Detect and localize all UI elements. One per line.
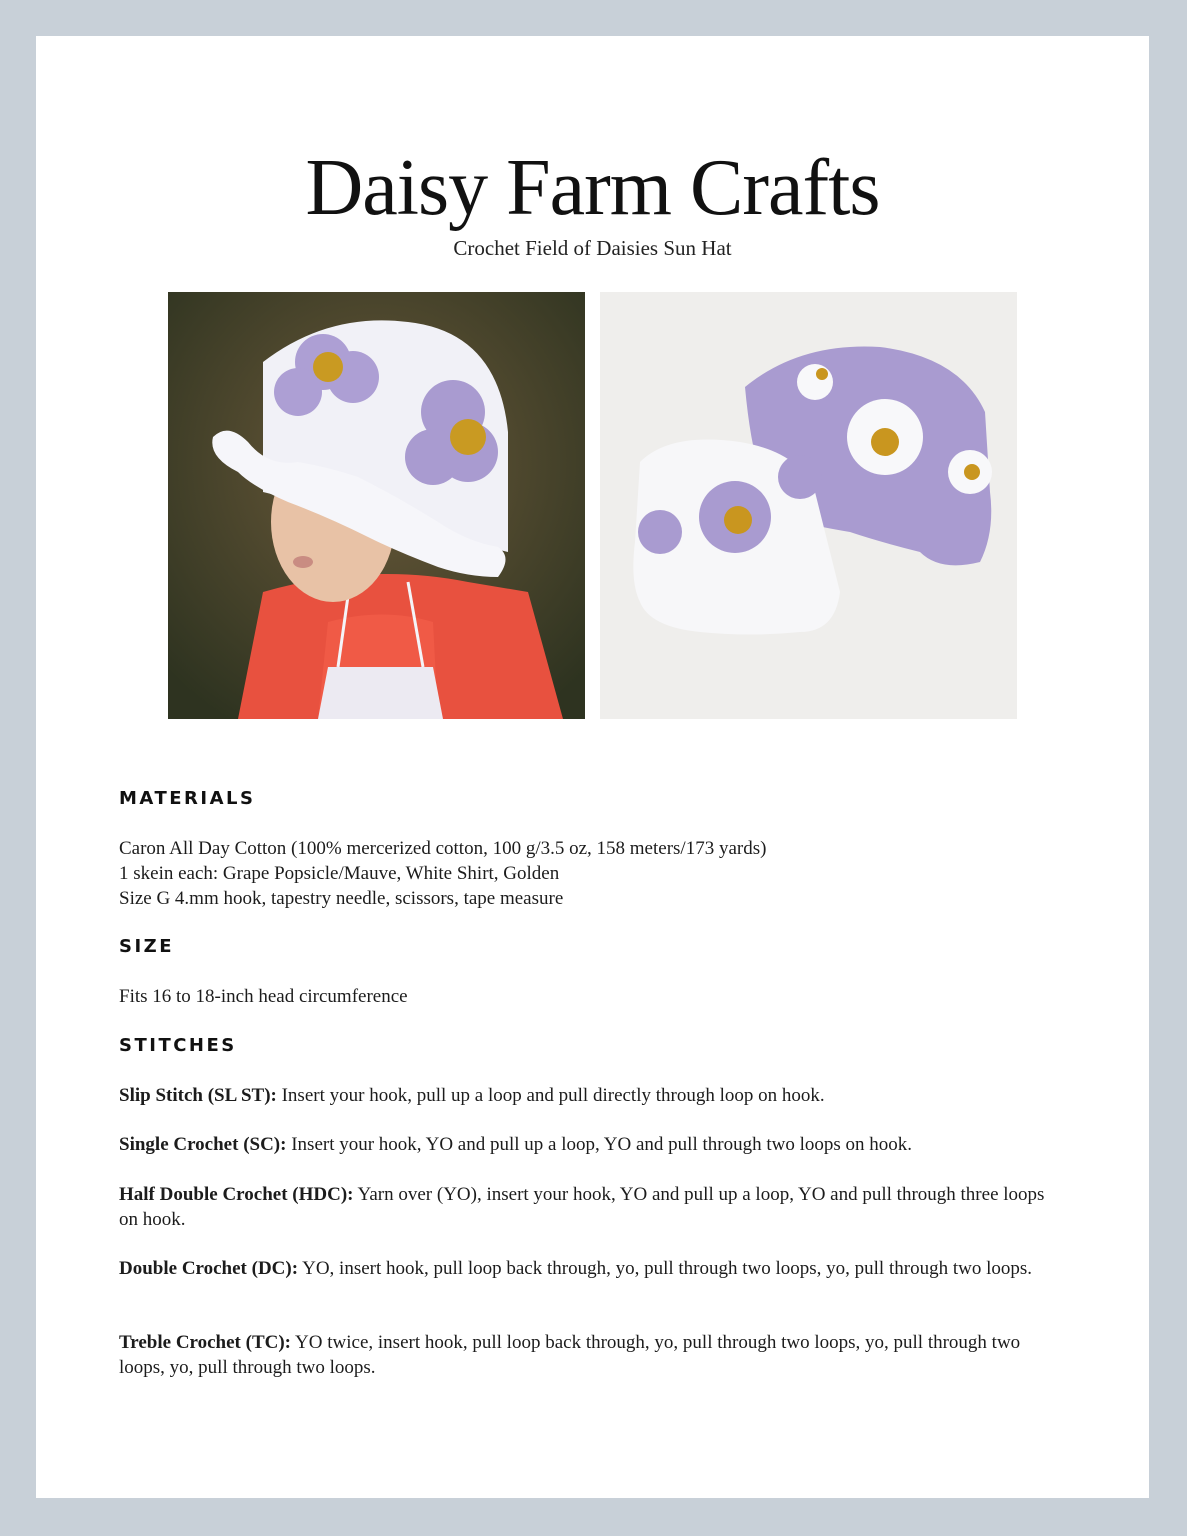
document-page bbox=[36, 36, 1149, 1498]
materials-list bbox=[119, 836, 1065, 911]
materials-line: 1 skein each: Grape Popsicle/Mauve, White Shirt, Golden bbox=[119, 863, 560, 884]
stitch-term: Half Double Crochet (HDC): bbox=[119, 1184, 354, 1205]
stitch-term: Treble Crochet (TC): bbox=[119, 1332, 292, 1353]
pattern-subtitle: Crochet Field of Daisies Sun Hat bbox=[453, 236, 732, 260]
stitch-item-single-crochet bbox=[119, 1132, 1065, 1157]
materials-line: Size G 4.mm hook, tapestry needle, scissors, tape measure bbox=[119, 888, 564, 909]
toddler-hat-illustration bbox=[168, 292, 585, 719]
stitch-desc: Yarn over (YO), insert your hook, YO and pull up a loop, YO and pull through three loops on hook. bbox=[119, 1184, 1045, 1230]
stitch-desc: YO twice, insert hook, pull loop back through, yo, pull through two loops, yo, pull through two loops, yo, pull through two loops. bbox=[119, 1332, 1021, 1378]
stitch-item-slip-stitch bbox=[119, 1083, 1065, 1108]
stitch-item-treble-crochet bbox=[119, 1330, 1065, 1380]
size-text: Fits 16 to 18-inch head circumference bbox=[119, 986, 408, 1007]
stitch-item-double-crochet bbox=[119, 1256, 1065, 1281]
two-hats-illustration bbox=[600, 292, 1017, 719]
stitch-term: Slip Stitch (SL ST): bbox=[119, 1085, 277, 1106]
stitch-desc: Insert your hook, pull up a loop and pull directly through loop on hook. bbox=[276, 1085, 825, 1106]
photo-toddler-hat bbox=[168, 292, 585, 719]
stitch-term: Double Crochet (DC): bbox=[119, 1258, 299, 1279]
photo-two-hats bbox=[600, 292, 1017, 719]
materials-line: Caron All Day Cotton (100% mercerized cotton, 100 g/3.5 oz, 158 meters/173 yards) bbox=[119, 838, 767, 859]
size-heading: SIZE bbox=[119, 936, 175, 957]
stitch-desc: Insert your hook, YO and pull up a loop, YO and pull through two loops on hook. bbox=[286, 1134, 913, 1155]
materials-heading: MATERIALS bbox=[119, 788, 256, 809]
stitches-heading: STITCHES bbox=[119, 1035, 237, 1056]
white-hat bbox=[633, 440, 840, 635]
stitch-item-half-double-crochet bbox=[119, 1182, 1065, 1232]
stitch-desc: YO, insert hook, pull loop back through, yo, pull through two loops, yo, pull through two loops. bbox=[298, 1258, 1032, 1279]
brand-title: Daisy Farm Crafts bbox=[305, 144, 880, 232]
stitch-term: Single Crochet (SC): bbox=[119, 1134, 287, 1155]
